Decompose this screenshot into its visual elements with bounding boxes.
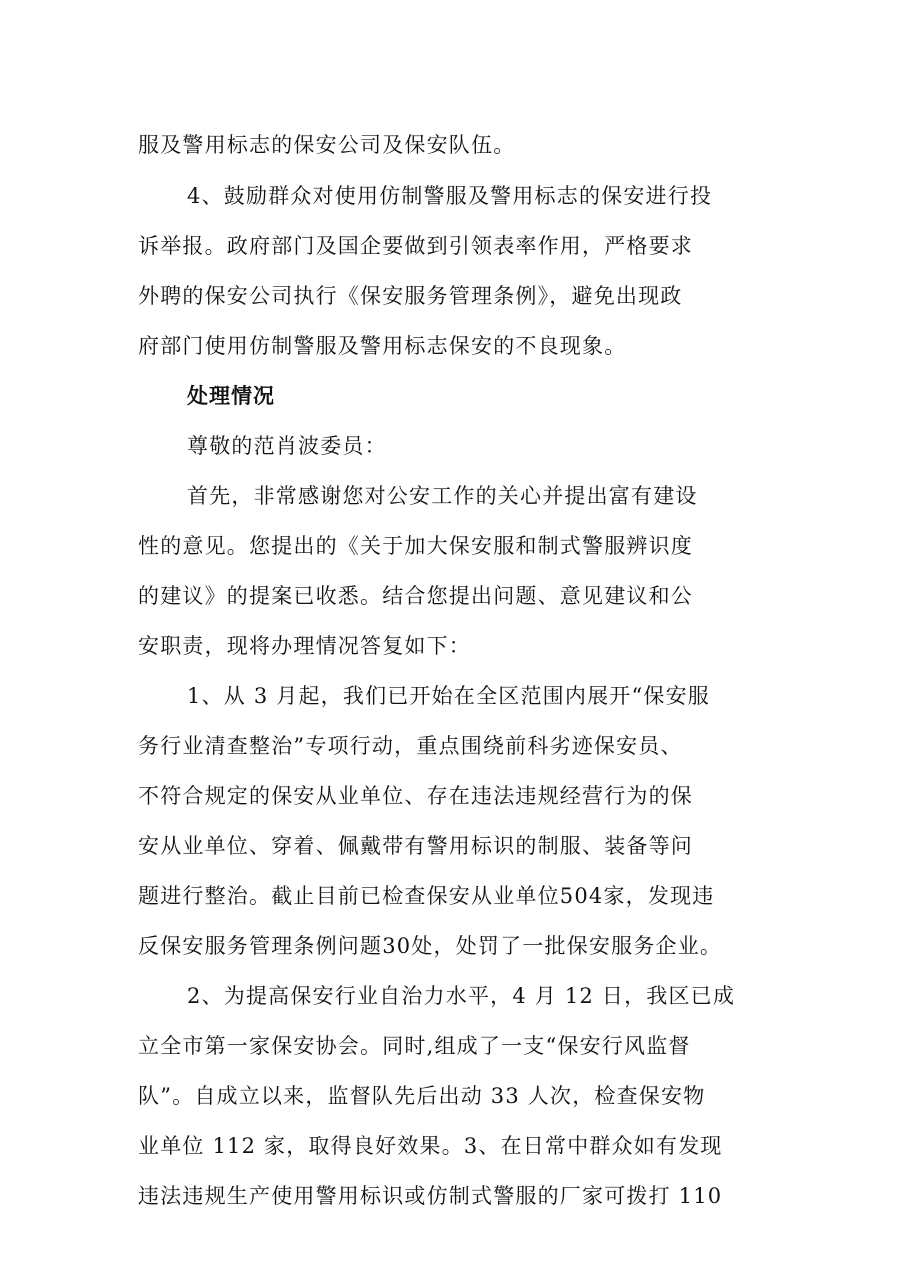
text-line: 队”。自成立以来，监督队先后出动 33 人次，检查保安物 (138, 1084, 706, 1108)
text-line: 题进行整治。截止目前已检查保安从业单位504家，发现违 (138, 884, 715, 908)
text-line: 业单位 112 家，取得良好效果。3、在日常中群众如有发现 (138, 1134, 723, 1158)
text-line: 诉举报。政府部门及国企要做到引领表率作用，严格要求 (138, 234, 693, 258)
text-line: 立全市第一家保安协会。同时,组成了一支“保安行风监督 (138, 1034, 691, 1058)
text-line: 首先，非常感谢您对公安工作的关心并提出富有建设 (187, 484, 698, 508)
text-line: 服及警用标志的保安公司及保安队伍。 (138, 133, 516, 157)
text-line: 安从业单位、穿着、佩戴带有警用标识的制服、装备等问 (138, 834, 693, 858)
text-line: 府部门使用仿制警服及警用标志保安的不良现象。 (138, 334, 627, 358)
salutation: 尊敬的范肖波委员： (187, 434, 387, 458)
text-line: 性的意见。您提出的《关于加大保安服和制式警服辨识度 (138, 534, 693, 558)
text-line: 违法违规生产使用警用标识或仿制式警服的厂家可拨打 110 (138, 1184, 723, 1208)
text-line: 4、鼓励群众对使用仿制警服及警用标志的保安进行投 (187, 184, 713, 208)
text-line: 反保安服务管理条例问题30处，处罚了一批保安服务企业。 (138, 934, 723, 958)
text-line: 不符合规定的保安从业单位、存在违法违规经营行为的保 (138, 784, 693, 808)
text-line: 安职责，现将办理情况答复如下： (138, 634, 471, 658)
section-heading: 处理情况 (187, 384, 275, 408)
text-line: 外聘的保安公司执行《保安服务管理条例》，避免出现政 (138, 284, 683, 308)
text-line: 2、为提高保安行业自治力水平，4 月 12 日，我区已成 (187, 984, 736, 1008)
text-line: 1、从 3 月起，我们已开始在全区范围内展开“保安服 (187, 684, 711, 708)
text-line: 的建议》的提案已收悉。结合您提出问题、意见建议和公 (138, 584, 693, 608)
text-line: 务行业清查整治”专项行动，重点围绕前科劣迹保安员、 (138, 734, 683, 758)
